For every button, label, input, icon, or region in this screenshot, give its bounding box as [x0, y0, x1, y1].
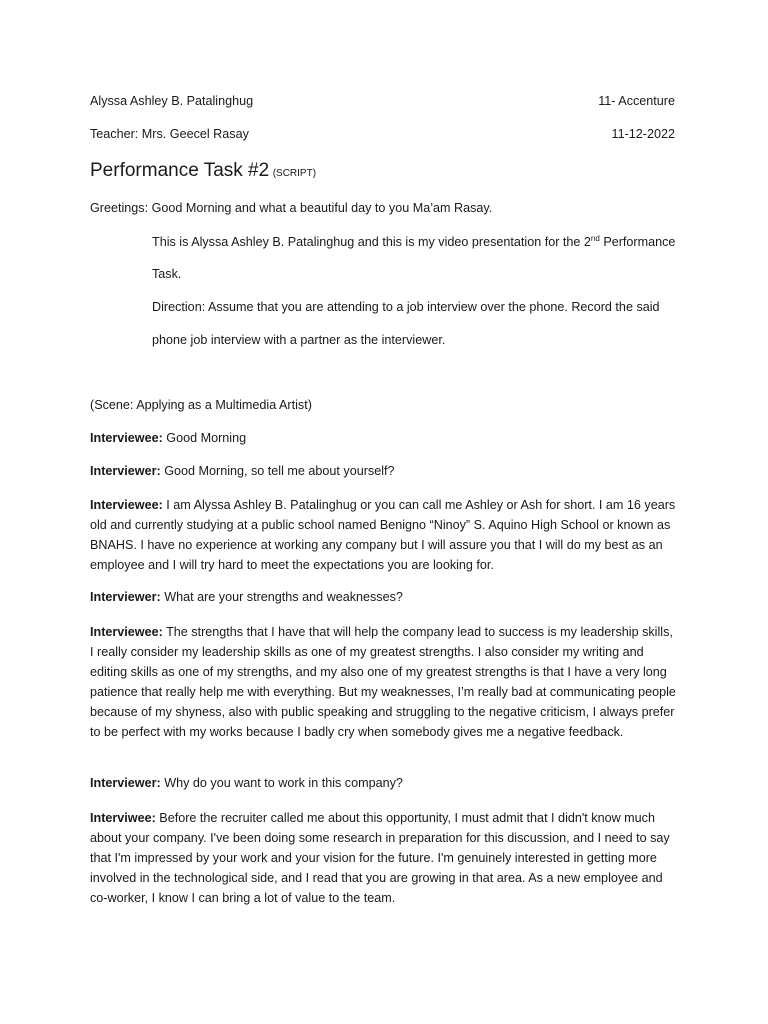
direction-line-2: phone job interview with a partner as the interviewer.: [152, 333, 446, 347]
direction-line-1: Direction: Assume that you are attending to a job interview over the phone. Record the said: [152, 300, 660, 314]
scene-line: (Scene: Applying as a Multimedia Artist): [90, 398, 312, 412]
speaker-label: Interviewee:: [90, 431, 163, 445]
dialogue-text: I am Alyssa Ashley B. Patalinghug or you can call me Ashley or Ash for short. I am 16 years old and currently studying at a public school named Benigno “Ninoy” S. Aquino High School or known as BNAHS. I have no experience at working any company but I will assure you that I will do my best as an employee and I will try hard to meet the expectations you are looking for.: [90, 498, 676, 572]
dialogue-text: Good Morning: [162, 431, 247, 445]
dialogue-text: The strengths that I have that will help the company lead to success is my leadership skills, I really consider my leadership skills as one of my greatest strengths. I also consider my writing and editing skills as one of my strengths, and my also one of my greatest strengths is that I have a very long patience that really help me with everything. But my weaknesses, I’m really bad at communicating people because of my shyness, also with public speaking and struggling to the negative criticism, I always prefer to be perfect with my works because I badly cry when somebody gives me a negative feedback.: [90, 625, 676, 739]
page-title: [90, 160, 316, 182]
presentation-line-end: Task.: [152, 267, 182, 281]
dialogue-line: [90, 464, 395, 478]
document-date: 11-12-2022: [611, 127, 675, 141]
speaker-label: Interviwee:: [90, 811, 156, 825]
presentation-text-a: This is Alyssa Ashley B. Patalinghug and this is my video presentation for the 2: [152, 235, 591, 250]
dialogue-text: What are your strengths and weaknesses?: [160, 590, 403, 604]
dialogue-line: [90, 431, 246, 445]
speaker-label: Interviewer:: [90, 776, 161, 790]
dialogue-line: [90, 590, 403, 604]
teacher-name: Teacher: Mrs. Geecel Rasay: [90, 127, 249, 141]
student-name: Alyssa Ashley B. Patalinghug: [90, 94, 254, 108]
title-main: Performance Task #2: [90, 160, 270, 181]
presentation-superscript: nd: [590, 234, 600, 243]
presentation-line: [152, 234, 675, 249]
dialogue-text: Why do you want to work in this company?: [160, 776, 403, 790]
dialogue-paragraph: [90, 808, 678, 908]
dialogue-paragraph: [90, 495, 678, 575]
speaker-label: Interviewer:: [90, 464, 161, 478]
dialogue-text: Before the recruiter called me about this opportunity, I must admit that I didn't know much about your company. I've been doing some research in preparation for this discussion, and I need to say that I'm impressed by your work and your vision for the future. I'm genuinely interested in getting more involved in the technological side, and I read that you are growing in that area. As a new employee and co-worker, I know I can bring a lot of value to the team.: [90, 811, 670, 905]
presentation-text-b: Performance: [599, 235, 676, 250]
speaker-label: Interviewee:: [90, 498, 163, 512]
dialogue-paragraph: [90, 622, 678, 742]
title-tag: (SCRIPT): [272, 168, 317, 179]
dialogue-text: Good Morning, so tell me about yourself?: [160, 464, 395, 478]
dialogue-line: [90, 776, 403, 790]
speaker-label: Interviewer:: [90, 590, 161, 604]
greetings-line: Greetings: Good Morning and what a beautiful day to you Ma’am Rasay.: [90, 201, 493, 215]
speaker-label: Interviewee:: [90, 625, 163, 639]
section-label: 11- Accenture: [598, 94, 675, 108]
